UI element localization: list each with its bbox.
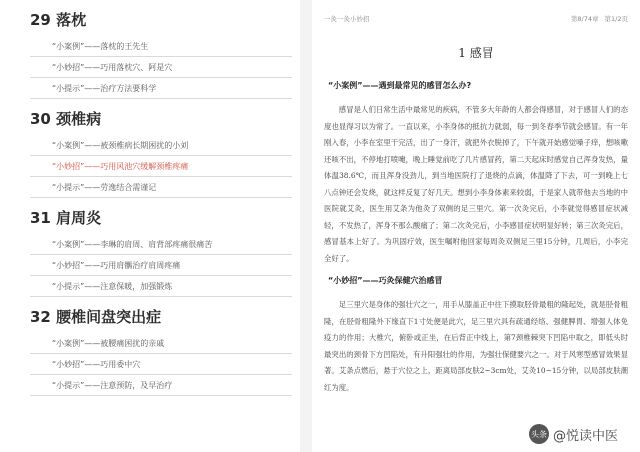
book-title: 一灸一灸小妙招	[324, 15, 370, 23]
toc-entry[interactable]: “小案例”——被颈椎病长期困扰的小刘	[30, 135, 292, 156]
page-counter: 第1/2页	[604, 15, 628, 23]
toc-entry[interactable]: “小案例”——被腰痛困扰的亲戚	[30, 333, 292, 354]
reader-page	[312, 0, 640, 452]
chapter-31	[30, 206, 300, 297]
toc-entry[interactable]: “小妙招”——巧用肩髃治疗肩周疼痛	[30, 255, 292, 276]
chapter-30	[30, 107, 300, 198]
toutiao-logo-icon: 头条	[529, 424, 549, 444]
toc-entry[interactable]: “小提示”——注意预防，及早治疗	[30, 375, 292, 396]
chapter-32	[30, 305, 300, 396]
section-heading: “小案例”——遇到最常见的感冒怎么办?	[328, 81, 472, 90]
watermark-text: @悦读中医	[552, 428, 618, 444]
toc-entry[interactable]: “小提示”——治疗方法要科学	[30, 78, 292, 99]
toc-entry-active[interactable]: “小妙招”——巧用风池穴缓解颈椎疼痛	[30, 156, 292, 177]
toc-entry[interactable]: “小案例”——李琳的肩周、肩背部疼痛很痛苦	[30, 234, 292, 255]
chapter-title[interactable]: 32 腰椎间盘突出症	[30, 308, 162, 326]
toc-panel	[0, 0, 300, 452]
chapter-29	[30, 8, 300, 99]
body-paragraph: 感冒是人们日常生活中最常见的疾病，不管多大年龄的人都会得感冒，对于感冒人们的态度也显得习以为常了。一直以来，小李身体的抵抗力就弱，每一到冬春季节就会感冒。有一年刚入春，小李在室里干完活，出了一身汗，就把外衣脱掉了，下午就开始感觉嗓子痒，想咳嗽还咳不出，不停地打喷嚏，晚上睡觉前吃了几片感冒药，第二天起床时感觉自己浑身发热，量体温38.6℃，而且浑身没劲儿，到当地医院打了退烧的点滴，体温降了下去，可一到晚上七八点钟还会发烧，就这样反复了好几天。想到小李身体素来较弱，于是家人就带他去当地的中医院就艾灸，医生用艾条为他灸了双侧的足三里穴。第一次灸完后，小李就觉得感冒症状减轻，不发热了，浑身不那么酸痛了；第二次灸完后，小李感冒症状明显好转；第三次灸完后，感冒基本上好了。为巩固疗效，医生嘱咐他回家每周灸双侧足三里15分钟，几周后，小李完全好了。	[324, 105, 628, 263]
chapter-title[interactable]: 30 颈椎病	[30, 110, 102, 128]
chapter-title[interactable]: 29 落枕	[30, 11, 87, 29]
chapter-counter: 第8/74章	[570, 15, 599, 23]
page-header	[324, 14, 628, 26]
watermark	[525, 422, 622, 446]
toc-entry[interactable]: “小妙招”——巧用落枕穴、阿是穴	[30, 57, 292, 78]
toc-entry[interactable]: “小妙招”——巧用委中穴	[30, 354, 292, 375]
section-heading: “小妙招”——巧灸保健穴治感冒	[328, 276, 443, 285]
panel-divider	[300, 0, 312, 452]
toc-entry[interactable]: “小提示”——注意保暖，加强锻炼	[30, 276, 292, 297]
chapter-title[interactable]: 31 肩周炎	[30, 209, 102, 227]
toc-entry[interactable]: “小案例”——落枕的王先生	[30, 36, 292, 57]
toc-entry[interactable]: “小提示”——劳逸结合需谨记	[30, 177, 292, 198]
page-title: 1 感冒	[458, 46, 494, 60]
body-paragraph: 足三里穴是身体的强壮穴之一，用手从膝盖正中往下摸取胫骨最粗的隆起处，就是胫骨粗隆，在胫骨粗隆外下缘直下1寸处便是此穴，足三里穴具有疏通经络、强健脾胃、增强人体免疫力的作用；大椎穴，俯卧或正坐，在后背正中线上，第7颈椎棘突下凹陷中取之，即低头时最突出的颈骨下方凹陷处，有升阳强壮的作用，为强壮保健要穴之一。对于风寒型感冒效果显著。艾条点燃后，悬于穴位之上，距离局部皮肤2~3cm处，艾灸10~15分钟，以局部皮肤潮红为度。	[324, 300, 628, 392]
page-indicator	[571, 14, 628, 26]
